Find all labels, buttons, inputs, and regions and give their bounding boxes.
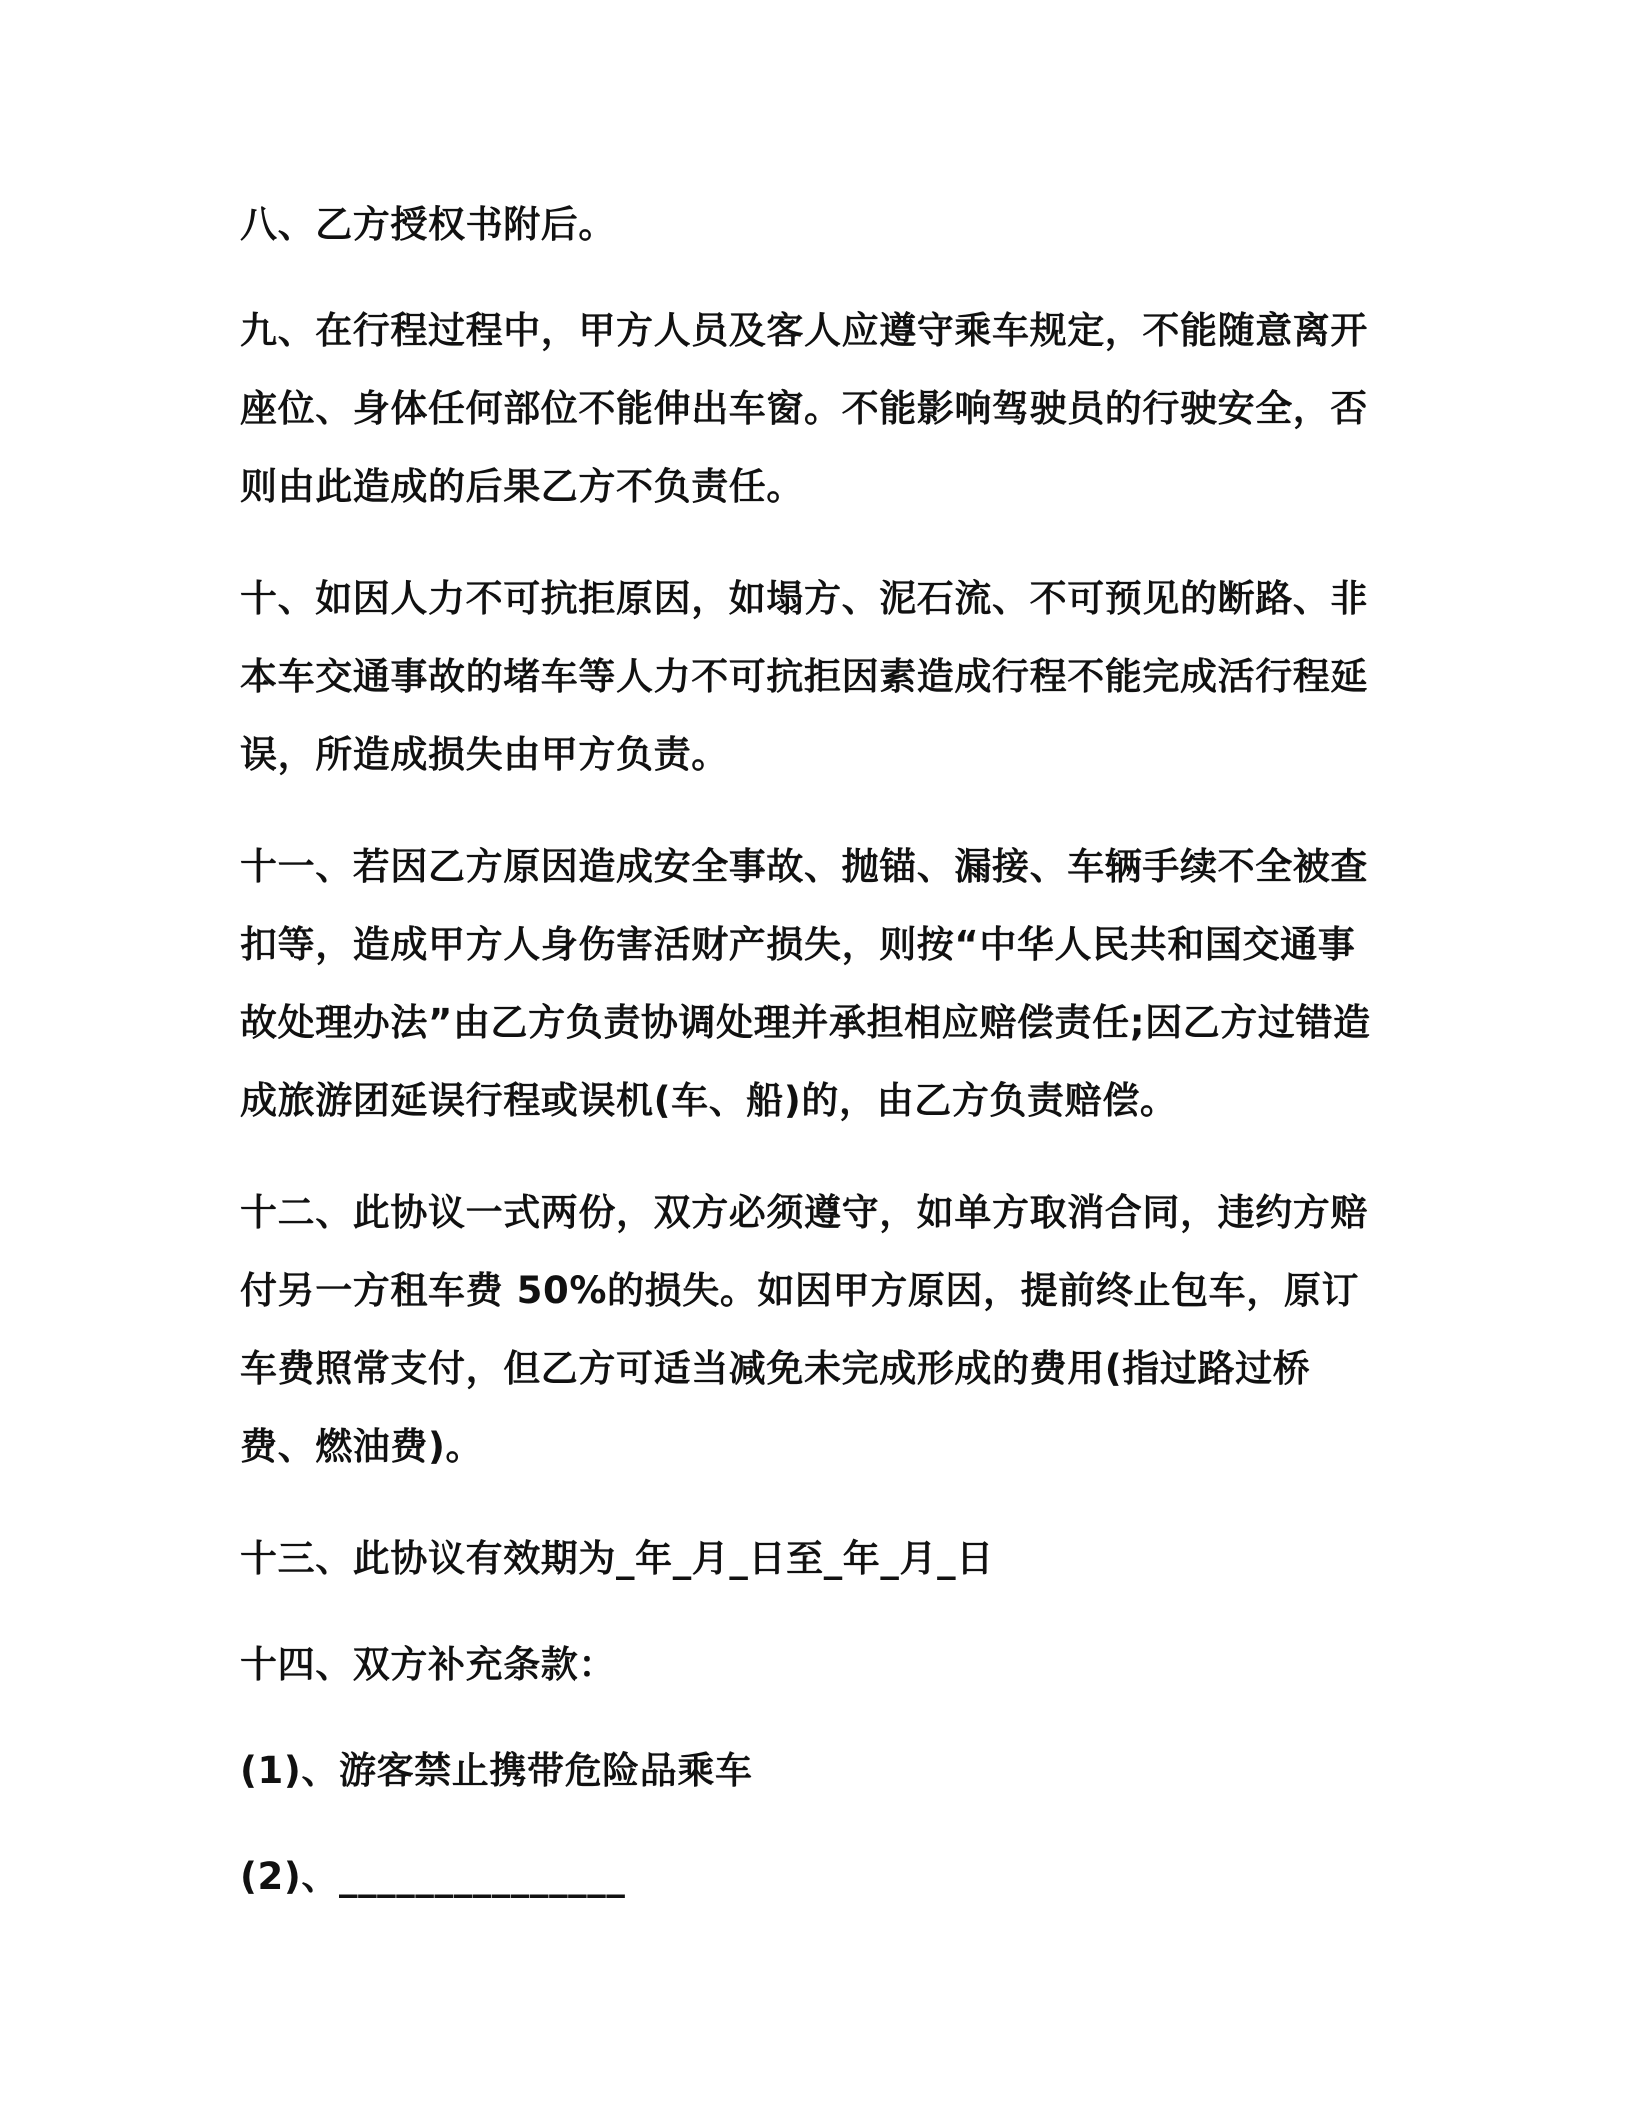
- clause-9: 九、在行程过程中，甲方人员及客人应遵守乘车规定，不能随意离开座位、身体任何部位不能伸出车窗。不能影响驾驶员的行驶安全，否则由此造成的后果乙方不负责任。: [240, 309, 1368, 508]
- supplementary-item-1: (1)、游客禁止携带危险品乘车: [240, 1749, 753, 1792]
- clause-8: 八、乙方授权书附后。: [240, 203, 616, 246]
- clause-14: 十四、双方补充条款：: [240, 1643, 616, 1686]
- clause-11: 十一、若因乙方原因造成安全事故、抛锚、漏接、车辆手续不全被查扣等，造成甲方人身伤害活财产损失，则按“中华人民共和国交通事故处理办法”由乙方负责协调处理并承担相应赔偿责任;因乙方过错造成旅游团延误行程或误机(车、船)的，由乙方负责赔偿。: [240, 845, 1371, 1122]
- supplementary-item-2: (2)、_______________: [240, 1855, 626, 1898]
- clause-12: 十二、此协议一式两份，双方必须遵守，如单方取消合同，违约方赔付另一方租车费 50%的损失。如因甲方原因，提前终止包车，原订车费照常支付，但乙方可适当减免未完成形成的费用(指过路过桥费、燃油费)。: [240, 1191, 1368, 1468]
- clause-13: 十三、此协议有效期为_年_月_日至_年_月_日: [240, 1537, 994, 1580]
- clause-10: 十、如因人力不可抗拒原因，如塌方、泥石流、不可预见的断路、非本车交通事故的堵车等人力不可抗拒因素造成行程不能完成活行程延误，所造成损失由甲方负责。: [240, 577, 1368, 776]
- contract-body: [240, 186, 1380, 1944]
